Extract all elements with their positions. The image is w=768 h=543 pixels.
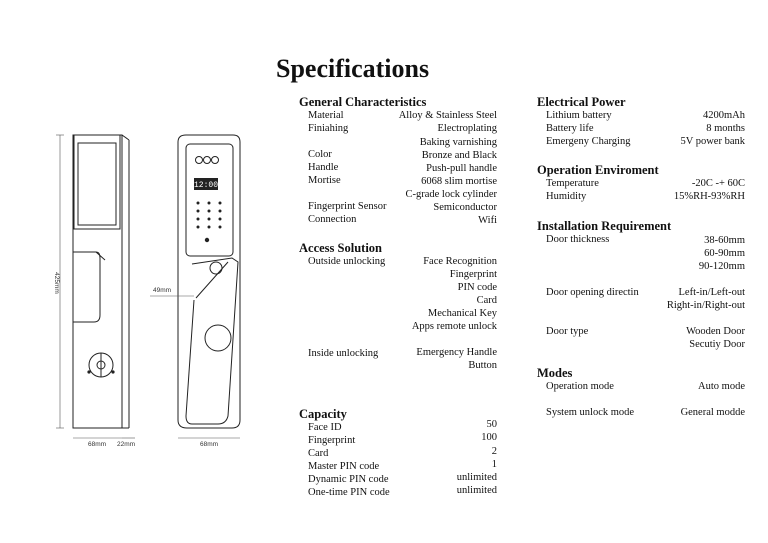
general-label: Connection: [308, 214, 357, 225]
lock-drawing: [0, 0, 270, 470]
general-label: Fingerprint Sensor: [308, 201, 387, 212]
modes-label: System unlock mode: [546, 407, 635, 418]
modes-label: Operation mode: [546, 381, 614, 392]
electrical-heading: Electrical Power: [537, 95, 626, 109]
capacity-value: 2: [491, 446, 497, 457]
modes-value: General modde: [680, 407, 745, 418]
door-type-label: Door type: [546, 326, 589, 337]
installation-heading: Installation Requirement: [537, 219, 672, 233]
fingerprint-reader: [210, 262, 222, 274]
environment-value: -20C -+ 60C: [691, 178, 745, 189]
general-label: Finiahing: [308, 123, 349, 134]
electrical-value: 8 months: [706, 123, 745, 134]
dimension-height: 425mm: [53, 272, 60, 294]
environment-heading: Operation Enviroment: [537, 163, 659, 177]
door-opening-value: Left-in/Left-out: [678, 287, 745, 298]
outside-unlocking-label: Outside unlocking: [308, 256, 386, 267]
dimension-depth: 22mm: [117, 441, 136, 448]
capacity-label: Card: [308, 448, 329, 459]
capacity-value: 50: [486, 419, 497, 430]
access-heading: Access Solution: [299, 241, 382, 255]
capacity-value: unlimited: [456, 472, 497, 483]
dimension-side-width: 68mm: [200, 441, 219, 448]
dimension-front-width: 68mm: [88, 441, 107, 448]
door-opening-value: Right-in/Right-out: [666, 300, 745, 311]
capacity-label: One-time PIN code: [308, 487, 390, 498]
general-label: Mortise: [308, 175, 341, 186]
outside-unlocking-value: Fingerprint: [449, 269, 497, 280]
front-handle: [73, 252, 100, 322]
keypad-panel: [186, 144, 233, 256]
inside-unlocking-label: Inside unlocking: [308, 348, 379, 359]
general-label: Handle: [308, 162, 339, 173]
front-display-panel: [78, 143, 116, 225]
inside-unlocking-value: Button: [468, 360, 497, 371]
electrical-value: 5V power bank: [680, 136, 745, 147]
capacity-value: unlimited: [456, 485, 497, 496]
electrical-label: Battery life: [546, 123, 594, 134]
general-value: 6068 slim mortise: [421, 176, 497, 187]
capacity-label: Master PIN code: [308, 461, 380, 472]
general-value: Wifi: [478, 215, 497, 226]
outside-unlocking-value: Apps remote unlock: [411, 321, 497, 332]
general-value: Push-pull handle: [426, 163, 497, 174]
outside-unlocking-value: Mechanical Key: [427, 308, 497, 319]
outside-unlocking-value: PIN code: [457, 282, 497, 293]
door-thickness-label: Door thickness: [546, 234, 610, 245]
door-type-value: Wooden Door: [686, 326, 745, 337]
display-time: 12:00: [193, 181, 219, 190]
environment-value: 15%RH-93%RH: [673, 191, 745, 202]
outside-unlocking-value: Card: [476, 295, 497, 306]
general-value: Electroplating: [437, 123, 497, 134]
inside-unlocking-value: Emergency Handle: [416, 347, 497, 358]
capacity-label: Fingerprint: [308, 435, 356, 446]
modes-heading: Modes: [537, 366, 573, 380]
front-view-outline: [73, 135, 122, 428]
general-heading: General Characteristics: [299, 95, 427, 109]
general-value: Semiconductor: [433, 202, 497, 213]
outside-unlocking-value: Face Recognition: [423, 256, 497, 267]
electrical-label: Emergeny Charging: [546, 136, 631, 147]
general-value: C-grade lock cylinder: [405, 189, 497, 200]
general-label: Material: [308, 110, 344, 121]
environment-label: Humidity: [546, 191, 587, 202]
door-opening-label: Door opening directin: [546, 287, 639, 298]
modes-value: Auto mode: [698, 381, 745, 392]
dimension-offset: 49mm: [153, 287, 172, 294]
door-thickness-value: 90-120mm: [698, 261, 745, 272]
door-type-value: Secutiy Door: [689, 339, 745, 350]
general-value: Bronze and Black: [421, 150, 497, 161]
environment-label: Temperature: [546, 178, 599, 189]
capacity-value: 1: [491, 459, 497, 470]
capacity-value: 100: [481, 432, 497, 443]
page-title: Specifications: [276, 54, 430, 83]
door-thickness-value: 60-90mm: [704, 248, 745, 259]
door-thickness-value: 38-60mm: [704, 235, 745, 246]
electrical-value: 4200mAh: [703, 110, 745, 121]
general-value: Alloy & Stainless Steel: [398, 110, 497, 121]
capacity-label: Face ID: [308, 422, 342, 433]
general-value: Baking varnishing: [419, 137, 497, 148]
capacity-label: Dynamic PIN code: [308, 474, 389, 485]
capacity-heading: Capacity: [299, 407, 347, 421]
general-label: Color: [308, 149, 332, 160]
electrical-label: Lithium battery: [546, 110, 612, 121]
